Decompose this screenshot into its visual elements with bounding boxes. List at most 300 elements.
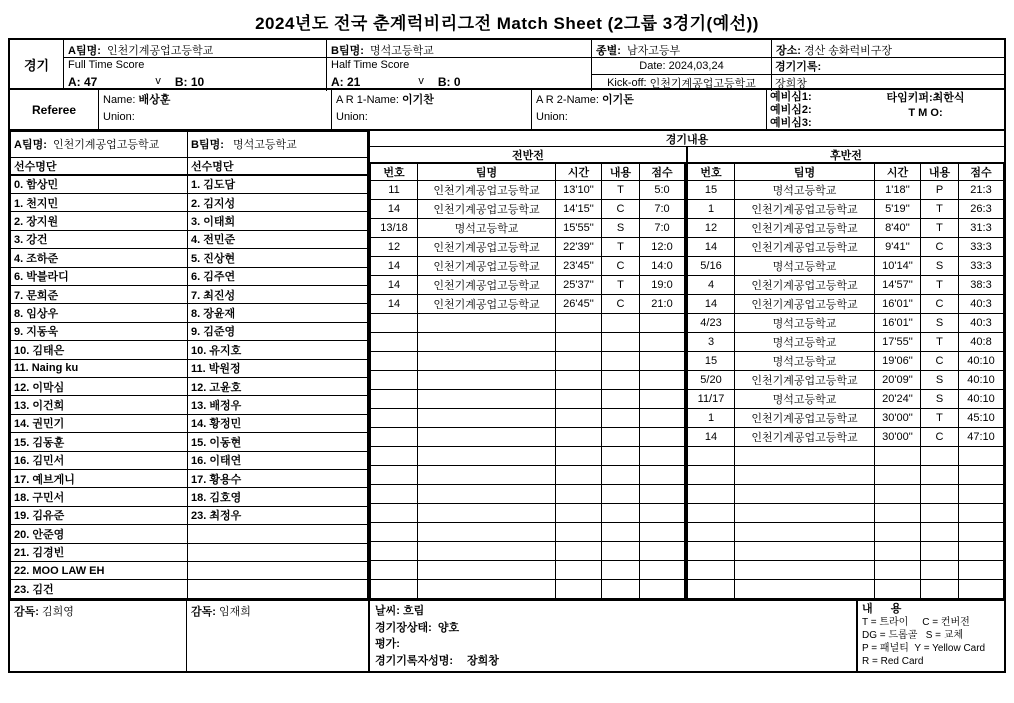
venue: 장소: 경산 송화럭비구장 bbox=[776, 45, 893, 57]
player-name-cell: 3. 강건 bbox=[11, 230, 188, 248]
roster-row bbox=[11, 433, 368, 451]
referee-section bbox=[10, 90, 1004, 131]
event-time-cell bbox=[556, 390, 602, 409]
event-team-cell: 인천기계공업고등학교 bbox=[418, 257, 556, 276]
event-time-cell: 1'18'' bbox=[875, 181, 921, 200]
event-score-cell: 19:0 bbox=[640, 276, 685, 295]
event-no-cell: 5/16 bbox=[688, 257, 735, 276]
event-row bbox=[371, 314, 685, 333]
event-team-cell: 명석고등학교 bbox=[735, 390, 875, 409]
roster-row bbox=[11, 506, 368, 524]
match-sheet bbox=[8, 38, 1006, 673]
event-type-cell bbox=[602, 314, 640, 333]
event-no-cell: 5/20 bbox=[688, 371, 735, 390]
event-time-cell bbox=[875, 580, 921, 599]
bottom-section bbox=[10, 601, 1004, 671]
event-time-cell: 30'00'' bbox=[875, 428, 921, 447]
event-row bbox=[371, 352, 685, 371]
event-time-cell bbox=[875, 466, 921, 485]
event-row bbox=[688, 371, 1004, 390]
second-half-body bbox=[688, 181, 1004, 599]
event-team-cell bbox=[418, 314, 556, 333]
event-time-cell bbox=[875, 485, 921, 504]
roster-row bbox=[11, 543, 368, 561]
event-header-row: 번호 팀명 시간 내용 점수 bbox=[371, 164, 685, 181]
event-type-cell bbox=[602, 333, 640, 352]
event-team-cell bbox=[735, 447, 875, 466]
event-team-cell bbox=[418, 504, 556, 523]
event-score-cell: 33:3 bbox=[959, 238, 1004, 257]
event-time-cell: 14'57'' bbox=[875, 276, 921, 295]
event-type-cell bbox=[602, 390, 640, 409]
event-row bbox=[688, 542, 1004, 561]
player-name-cell: 12. 이막심 bbox=[11, 377, 188, 395]
event-no-cell: 14 bbox=[371, 200, 418, 219]
event-row bbox=[371, 276, 685, 295]
event-row bbox=[688, 485, 1004, 504]
event-time-cell bbox=[556, 542, 602, 561]
event-score-cell bbox=[959, 561, 1004, 580]
events-panel bbox=[370, 131, 1004, 599]
event-time-cell: 14'15'' bbox=[556, 200, 602, 219]
player-name-cell: 6. 박블라디 bbox=[11, 267, 188, 285]
squad-label-row: 선수명단 선수명단 bbox=[11, 157, 368, 175]
event-team-cell bbox=[418, 428, 556, 447]
event-no-cell: 14 bbox=[371, 276, 418, 295]
event-score-cell: 40:10 bbox=[959, 371, 1004, 390]
player-name-cell: 2. 김지성 bbox=[188, 193, 368, 211]
event-type-cell bbox=[921, 542, 959, 561]
event-row bbox=[688, 200, 1004, 219]
event-row bbox=[688, 219, 1004, 238]
event-row bbox=[371, 295, 685, 314]
event-type-cell: S bbox=[602, 219, 640, 238]
event-team-cell: 명석고등학교 bbox=[735, 314, 875, 333]
player-name-cell: 14. 황정민 bbox=[188, 414, 368, 432]
event-no-cell: 15 bbox=[688, 352, 735, 371]
event-time-cell: 25'37'' bbox=[556, 276, 602, 295]
timekeeper-tmo bbox=[847, 90, 1004, 129]
event-no-cell: 14 bbox=[688, 428, 735, 447]
event-score-cell bbox=[640, 390, 685, 409]
event-type-cell: S bbox=[921, 314, 959, 333]
event-team-cell: 인천기계공업고등학교 bbox=[735, 371, 875, 390]
event-team-cell: 명석고등학교 bbox=[418, 219, 556, 238]
event-team-cell bbox=[735, 523, 875, 542]
roster-row bbox=[11, 469, 368, 487]
event-team-cell: 인천기계공업고등학교 bbox=[735, 409, 875, 428]
event-no-cell bbox=[371, 390, 418, 409]
event-row bbox=[371, 257, 685, 276]
event-type-cell bbox=[921, 447, 959, 466]
roster-row bbox=[11, 322, 368, 340]
player-name-cell: 7. 최진성 bbox=[188, 285, 368, 303]
legend-box bbox=[858, 601, 1004, 671]
player-name-cell: 21. 김경빈 bbox=[11, 543, 188, 561]
event-no-cell: 12 bbox=[688, 219, 735, 238]
event-score-cell: 33:3 bbox=[959, 257, 1004, 276]
weather-line: 날씨: 흐림 bbox=[375, 605, 425, 617]
event-team-cell: 인천기계공업고등학교 bbox=[735, 276, 875, 295]
event-no-cell bbox=[371, 523, 418, 542]
referee-name-cell: Name: 배상훈 Union: bbox=[99, 90, 332, 129]
coach-a-cell: 감독: 김희영 bbox=[10, 601, 187, 671]
event-no-cell bbox=[371, 466, 418, 485]
player-name-cell: 14. 권민기 bbox=[11, 414, 188, 432]
event-score-cell bbox=[640, 504, 685, 523]
event-team-cell: 명석고등학교 bbox=[735, 181, 875, 200]
event-row bbox=[371, 447, 685, 466]
legend-line: P = 패널티 Y = Yellow Card bbox=[862, 643, 986, 654]
roster-row bbox=[11, 525, 368, 543]
event-no-cell: 1 bbox=[688, 200, 735, 219]
event-no-cell bbox=[688, 561, 735, 580]
event-type-cell: T bbox=[921, 409, 959, 428]
event-row bbox=[371, 219, 685, 238]
player-name-cell: 17. 황용수 bbox=[188, 469, 368, 487]
roster-row bbox=[11, 396, 368, 414]
event-no-cell: 3 bbox=[688, 333, 735, 352]
page-title: 2024년도 전국 춘계럭비리그전 Match Sheet (2그룹 3경기(예선)) bbox=[255, 14, 759, 33]
roster-row bbox=[11, 414, 368, 432]
event-team-cell bbox=[418, 352, 556, 371]
player-name-cell: 11. Naing ku bbox=[11, 359, 188, 377]
events-title: 경기내용 bbox=[370, 131, 1004, 147]
player-name-cell: 3. 이태희 bbox=[188, 212, 368, 230]
event-score-cell bbox=[640, 333, 685, 352]
event-row bbox=[371, 523, 685, 542]
event-no-cell bbox=[371, 314, 418, 333]
player-name-cell: 16. 이태연 bbox=[188, 451, 368, 469]
event-score-cell: 38:3 bbox=[959, 276, 1004, 295]
event-type-cell bbox=[602, 523, 640, 542]
event-time-cell: 16'01'' bbox=[875, 295, 921, 314]
player-name-cell bbox=[188, 562, 368, 580]
event-no-cell bbox=[371, 371, 418, 390]
event-time-cell: 22'39'' bbox=[556, 238, 602, 257]
category: 종별: 남자고등부 bbox=[592, 40, 772, 57]
event-score-cell: 7:0 bbox=[640, 200, 685, 219]
event-row bbox=[688, 276, 1004, 295]
match-date: Date: 2024,03,24 bbox=[592, 58, 771, 75]
event-row bbox=[688, 333, 1004, 352]
event-type-cell: C bbox=[602, 200, 640, 219]
recorder-box bbox=[772, 58, 1004, 91]
event-time-cell bbox=[556, 504, 602, 523]
first-half-table bbox=[370, 163, 687, 599]
event-header-row: 번호 팀명 시간 내용 점수 bbox=[688, 164, 1004, 181]
event-type-cell: T bbox=[921, 200, 959, 219]
event-score-cell: 7:0 bbox=[640, 219, 685, 238]
event-team-cell bbox=[735, 542, 875, 561]
match-info-section bbox=[10, 40, 1004, 90]
event-team-cell bbox=[735, 504, 875, 523]
legend-line: T = 트라이 C = 컨버전 bbox=[862, 617, 970, 628]
event-team-cell: 인천기계공업고등학교 bbox=[735, 428, 875, 447]
player-name-cell: 15. 이동현 bbox=[188, 433, 368, 451]
roster-row bbox=[11, 580, 368, 599]
player-name-cell: 0. 함상민 bbox=[11, 175, 188, 193]
roster-row bbox=[11, 230, 368, 248]
player-name-cell: 15. 김동훈 bbox=[11, 433, 188, 451]
player-name-cell: 18. 김호영 bbox=[188, 488, 368, 506]
event-score-cell bbox=[959, 504, 1004, 523]
roster-row bbox=[11, 488, 368, 506]
event-score-cell bbox=[959, 466, 1004, 485]
event-row bbox=[371, 580, 685, 599]
legend-line: R = Red Card bbox=[862, 656, 924, 667]
roster-row bbox=[11, 562, 368, 580]
eval-line: 평가: bbox=[375, 638, 400, 650]
roster-row bbox=[11, 359, 368, 377]
event-score-cell bbox=[640, 466, 685, 485]
second-half-label: 후반전 bbox=[830, 150, 862, 162]
event-time-cell bbox=[556, 447, 602, 466]
event-time-cell bbox=[875, 523, 921, 542]
roster-row bbox=[11, 285, 368, 303]
event-no-cell bbox=[371, 428, 418, 447]
event-row bbox=[688, 181, 1004, 200]
event-team-cell bbox=[418, 390, 556, 409]
second-half-table bbox=[687, 163, 1004, 599]
event-team-cell: 명석고등학교 bbox=[735, 257, 875, 276]
event-time-cell bbox=[556, 314, 602, 333]
event-team-cell bbox=[735, 485, 875, 504]
event-row bbox=[688, 523, 1004, 542]
event-team-cell: 인천기계공업고등학교 bbox=[735, 219, 875, 238]
event-row bbox=[371, 561, 685, 580]
event-score-cell bbox=[640, 314, 685, 333]
event-type-cell: C bbox=[921, 352, 959, 371]
event-no-cell bbox=[688, 542, 735, 561]
event-score-cell bbox=[959, 485, 1004, 504]
event-no-cell bbox=[371, 561, 418, 580]
event-type-cell bbox=[602, 504, 640, 523]
event-time-cell: 8'40'' bbox=[875, 219, 921, 238]
roster-row bbox=[11, 175, 368, 193]
player-name-cell: 23. 최정우 bbox=[188, 506, 368, 524]
player-name-cell: 8. 임상우 bbox=[11, 304, 188, 322]
event-type-cell bbox=[921, 523, 959, 542]
legend-title: 내 용 bbox=[862, 603, 906, 615]
event-type-cell: C bbox=[921, 295, 959, 314]
event-time-cell: 15'55'' bbox=[556, 219, 602, 238]
event-no-cell: 14 bbox=[371, 257, 418, 276]
event-team-cell bbox=[418, 580, 556, 599]
roster-row bbox=[11, 249, 368, 267]
pitch-line: 경기장상태: 양호 bbox=[375, 621, 460, 634]
event-score-cell: 40:10 bbox=[959, 352, 1004, 371]
event-row bbox=[371, 238, 685, 257]
event-team-cell bbox=[418, 523, 556, 542]
event-no-cell: 1 bbox=[688, 409, 735, 428]
kickoff: Kick-off: 인천기계공업고등학교 bbox=[607, 77, 756, 90]
roster-header-row bbox=[11, 132, 368, 158]
player-name-cell: 10. 유지호 bbox=[188, 341, 368, 359]
event-type-cell: C bbox=[921, 428, 959, 447]
event-time-cell bbox=[556, 466, 602, 485]
ar1-cell: A R 1-Name: 이기찬 Union: bbox=[332, 90, 532, 129]
player-name-cell: 23. 김건 bbox=[11, 580, 188, 599]
event-time-cell: 17'55'' bbox=[875, 333, 921, 352]
event-no-cell bbox=[371, 447, 418, 466]
event-no-cell: 12 bbox=[371, 238, 418, 257]
event-team-cell bbox=[735, 580, 875, 599]
half-time-score: Half Time Score A: 21 v B: 0 bbox=[327, 58, 592, 91]
event-score-cell bbox=[640, 371, 685, 390]
event-type-cell bbox=[921, 580, 959, 599]
ar2-cell: A R 2-Name: 이기돈 Union: bbox=[532, 90, 767, 129]
event-time-cell: 30'00'' bbox=[875, 409, 921, 428]
event-type-cell: T bbox=[602, 181, 640, 200]
event-time-cell bbox=[875, 504, 921, 523]
event-type-cell: T bbox=[921, 333, 959, 352]
event-no-cell bbox=[688, 504, 735, 523]
player-name-cell: 8. 장윤재 bbox=[188, 304, 368, 322]
tmo-label: T M O: bbox=[908, 107, 943, 119]
event-team-cell: 인천기계공업고등학교 bbox=[735, 295, 875, 314]
event-score-cell bbox=[640, 447, 685, 466]
player-name-cell: 6. 김주연 bbox=[188, 267, 368, 285]
recorder-label: 경기기록: bbox=[772, 58, 1004, 75]
referee-section-label: Referee bbox=[10, 90, 99, 129]
player-name-cell: 1. 천지민 bbox=[11, 193, 188, 211]
event-row bbox=[688, 409, 1004, 428]
half-labels bbox=[370, 147, 1004, 163]
event-type-cell bbox=[602, 371, 640, 390]
event-no-cell: 13/18 bbox=[371, 219, 418, 238]
event-score-cell: 40:10 bbox=[959, 390, 1004, 409]
player-name-cell: 1. 김도담 bbox=[188, 175, 368, 193]
roster-row bbox=[11, 341, 368, 359]
event-no-cell: 14 bbox=[688, 295, 735, 314]
event-type-cell: C bbox=[602, 257, 640, 276]
match-section-label: 경기 bbox=[10, 40, 64, 88]
event-type-cell bbox=[602, 580, 640, 599]
coach-b-cell: 감독: 임재희 bbox=[187, 601, 370, 671]
roster-row bbox=[11, 193, 368, 211]
roster-row bbox=[11, 267, 368, 285]
full-time-score: Full Time Score A: 47 v B: 10 bbox=[64, 58, 327, 91]
player-name-cell: 13. 이건희 bbox=[11, 396, 188, 414]
event-type-cell: C bbox=[602, 295, 640, 314]
player-name-cell bbox=[188, 543, 368, 561]
event-time-cell: 26'45'' bbox=[556, 295, 602, 314]
event-type-cell bbox=[602, 352, 640, 371]
legend-line: DG = 드롭골 S = 교체 bbox=[862, 630, 964, 641]
player-name-cell bbox=[188, 525, 368, 543]
event-row bbox=[371, 542, 685, 561]
timekeeper: 타임키퍼:최한식 bbox=[886, 92, 965, 104]
roster-table bbox=[10, 131, 370, 599]
date-kickoff bbox=[592, 58, 772, 91]
event-team-cell: 인천기계공업고등학교 bbox=[418, 181, 556, 200]
event-type-cell bbox=[602, 447, 640, 466]
event-time-cell bbox=[556, 352, 602, 371]
event-time-cell bbox=[556, 371, 602, 390]
first-half-body bbox=[371, 181, 685, 599]
player-name-cell bbox=[188, 580, 368, 599]
player-name-cell: 18. 구민서 bbox=[11, 488, 188, 506]
event-time-cell: 10'14'' bbox=[875, 257, 921, 276]
event-score-cell bbox=[640, 352, 685, 371]
team-b-name: B팀명: 명석고등학교 bbox=[327, 40, 592, 57]
event-no-cell: 14 bbox=[688, 238, 735, 257]
event-score-cell: 14:0 bbox=[640, 257, 685, 276]
event-time-cell bbox=[556, 561, 602, 580]
event-time-cell: 16'01'' bbox=[875, 314, 921, 333]
event-type-cell: T bbox=[602, 276, 640, 295]
event-team-cell bbox=[418, 466, 556, 485]
main-section bbox=[10, 131, 1004, 601]
event-score-cell: 40:3 bbox=[959, 314, 1004, 333]
event-type-cell bbox=[602, 561, 640, 580]
event-team-cell: 인천기계공업고등학교 bbox=[418, 276, 556, 295]
event-team-cell bbox=[735, 561, 875, 580]
officials-cell bbox=[767, 90, 1004, 129]
event-score-cell bbox=[640, 428, 685, 447]
event-time-cell bbox=[875, 542, 921, 561]
event-time-cell bbox=[556, 580, 602, 599]
event-time-cell: 13'10'' bbox=[556, 181, 602, 200]
event-type-cell: T bbox=[602, 238, 640, 257]
event-row bbox=[371, 371, 685, 390]
event-type-cell bbox=[921, 485, 959, 504]
event-team-cell: 명석고등학교 bbox=[735, 333, 875, 352]
player-name-cell: 9. 지동욱 bbox=[11, 322, 188, 340]
event-row bbox=[371, 390, 685, 409]
event-type-cell: S bbox=[921, 371, 959, 390]
event-type-cell: S bbox=[921, 390, 959, 409]
player-name-cell: 16. 김민서 bbox=[11, 451, 188, 469]
event-no-cell: 4 bbox=[688, 276, 735, 295]
roster-row bbox=[11, 212, 368, 230]
event-row bbox=[371, 333, 685, 352]
event-type-cell bbox=[921, 466, 959, 485]
player-name-cell: 4. 전민준 bbox=[188, 230, 368, 248]
event-team-cell bbox=[418, 409, 556, 428]
event-time-cell: 23'45'' bbox=[556, 257, 602, 276]
event-team-cell bbox=[418, 333, 556, 352]
event-row bbox=[688, 428, 1004, 447]
event-row bbox=[371, 504, 685, 523]
event-score-cell: 40:3 bbox=[959, 295, 1004, 314]
event-score-cell: 40:8 bbox=[959, 333, 1004, 352]
event-score-cell: 47:10 bbox=[959, 428, 1004, 447]
full-time-a: A: 47 bbox=[68, 75, 98, 89]
event-no-cell bbox=[688, 580, 735, 599]
event-type-cell: C bbox=[921, 238, 959, 257]
event-team-cell bbox=[418, 542, 556, 561]
event-row bbox=[688, 447, 1004, 466]
roster-row bbox=[11, 304, 368, 322]
player-name-cell: 4. 조하준 bbox=[11, 249, 188, 267]
player-name-cell: 11. 박원정 bbox=[188, 359, 368, 377]
event-row bbox=[688, 390, 1004, 409]
event-score-cell: 31:3 bbox=[959, 219, 1004, 238]
event-team-cell bbox=[418, 561, 556, 580]
event-type-cell bbox=[921, 504, 959, 523]
roster-body bbox=[11, 175, 368, 599]
event-score-cell: 21:0 bbox=[640, 295, 685, 314]
full-time-b: B: 10 bbox=[174, 75, 205, 89]
event-time-cell: 19'06'' bbox=[875, 352, 921, 371]
event-score-cell bbox=[640, 561, 685, 580]
event-score-cell bbox=[959, 580, 1004, 599]
event-row bbox=[688, 580, 1004, 599]
event-row bbox=[371, 409, 685, 428]
event-score-cell: 45:10 bbox=[959, 409, 1004, 428]
